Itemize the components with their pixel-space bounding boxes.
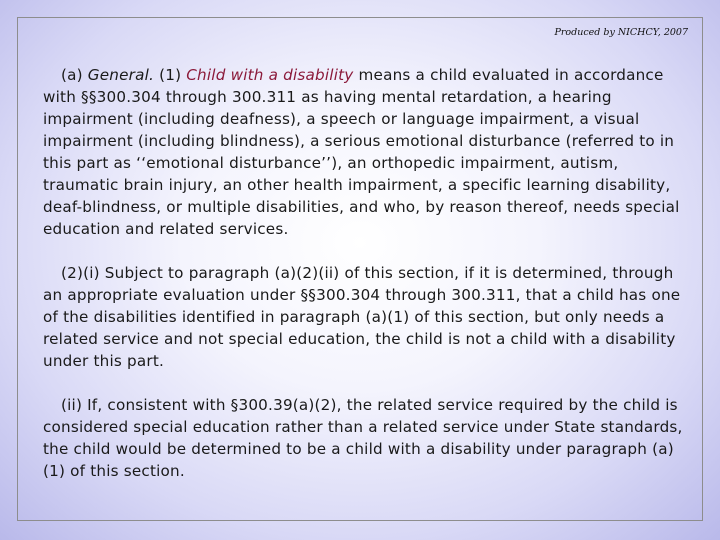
paragraph-a2ii-text: (ii) If, consistent with §300.39(a)(2), the related service required by the child is considered special education rather than a related service under State standards, the child would be determined to be a child with a disability under paragraph (a)(1) of this section. xyxy=(43,396,683,480)
paragraph-a2ii xyxy=(43,394,683,482)
regulation-text xyxy=(43,64,683,504)
paragraph-a2i xyxy=(43,262,683,372)
paragraph-a1-lead: (a) xyxy=(61,66,88,84)
paragraph-a1-body: means a child evaluated in accordance with §§300.304 through 300.311 as having mental retardation, a hearing impairment (including deafness), a speech or language impairment, a visual impairment (including blindness), a serious emotional disturbance (referred to in this part as ‘‘emotional disturbance’’), an orthopedic impairment, autism, traumatic brain injury, an other health impairment, a specific learning disability, deaf-blindness, or multiple disabilities, and who, by reason thereof, needs special education and related services. xyxy=(43,66,680,238)
defined-term: Child with a disability xyxy=(186,66,354,84)
heading-general: General. xyxy=(87,66,155,84)
credit-line: Produced by NICHCY, 2007 xyxy=(554,27,688,38)
paragraph-a1 xyxy=(43,64,683,240)
paragraph-a1-number: (1) xyxy=(154,66,187,84)
paragraph-a2i-text: (2)(i) Subject to paragraph (a)(2)(ii) of this section, if it is determined, through an appropriate evaluation under §§300.304 through 300.311, that a child has one of the disabilities identified in paragraph (a)(1) of this section, but only needs a related service and not special education, the child is not a child with a disability under this part. xyxy=(43,264,681,370)
